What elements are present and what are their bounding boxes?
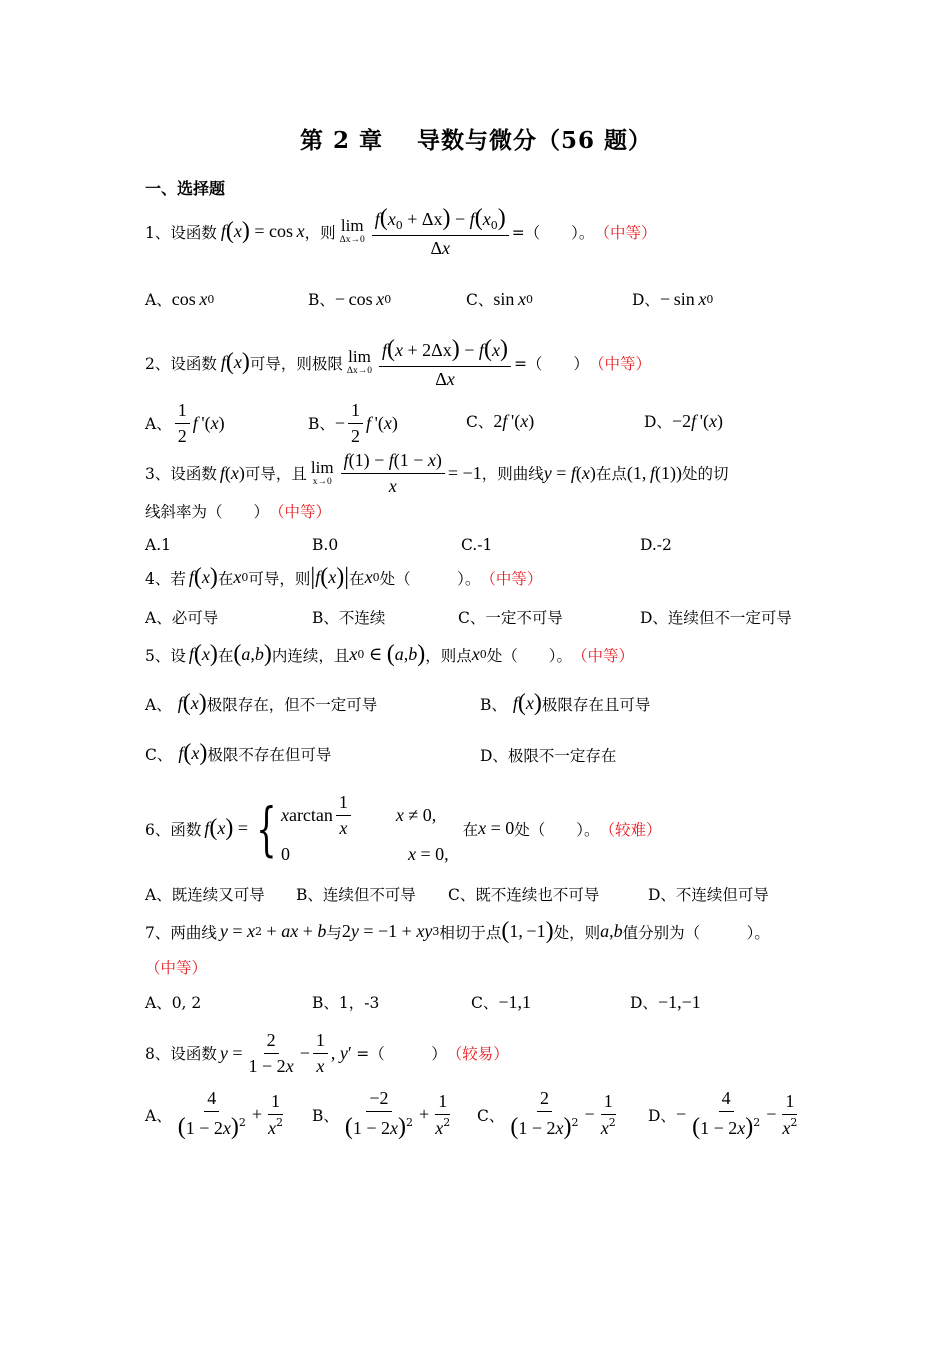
q6-option-d: D、不连续但可导 [648, 886, 769, 904]
q5-option-d: D、极限不一定存在 [480, 747, 617, 765]
q6-option-b: B、连续但不可导 [296, 886, 416, 904]
chapter-topic: 导数与微分（56 题） [417, 127, 653, 154]
q7-option-c: C、 −1,1 [471, 991, 532, 1012]
q2-option-a: A、 $\frac{1}{2}$ f '( x ) [145, 400, 225, 446]
page-title [0, 122, 952, 155]
section-heading: 一、选择题 [145, 179, 226, 198]
q2-option-d: D、 −2 f '( x ) [644, 410, 723, 431]
q4-option-b: B、不连续 [312, 609, 386, 627]
q4-option-a: A、必可导 [145, 609, 219, 627]
question-1: 1、设函数 f ( x ) = cos x ，则 lim Δx→0 $\frac{f(x_0 + \Delta x) - f(x_0)}{\Delta x}$ =（ ）。 （中等） [145, 205, 657, 258]
q1-option-b: B、 − cos x 0 [308, 288, 392, 309]
q6-option-c: C、既不连续也不可导 [448, 886, 600, 904]
question-8: 8、设函数 y = $\frac{2}{1 - 2x}$ − $\frac{1}{x}$ , y ′ =（ ） （较易） [145, 1030, 509, 1076]
q8-option-a: A、 $\frac{4}{(1 - 2x)^2}$ + $\frac{1}{x^2}$ [145, 1088, 284, 1140]
q1-option-a: A、 cos x 0 [145, 288, 215, 309]
q1-option-c: C、 sin x 0 [466, 288, 533, 309]
question-2: 2、设函数 f ( x ) 可导，则极限 lim Δx→0 $\frac{f(x + 2\Delta x) - f(x)}{\Delta x}$ =（ ） （中等） [145, 336, 651, 389]
q1-option-d: D、 − sin x 0 [632, 288, 714, 309]
q2-fraction: $\frac{f(x + 2\Delta x) - f(x)}{\Delta x}$ [379, 336, 511, 389]
q7-option-d: D、 −1,−1 [630, 991, 701, 1012]
q3-option-a: A.1 [145, 536, 171, 554]
question-7: 7、两曲线 y = x 2 + ax + b 与 2 y = −1 + xy 3 相切于点 ( 1, −1 ) 处，则 a , b 值分别为（ ）。 [145, 918, 770, 944]
q3-option-b: B.0 [312, 536, 339, 554]
question-6: 6、函数 f ( x ) = { x arctan $\frac{1}{x}$ x ≠ 0, 0 x = 0, 在 x = 0 处（ ）。 （较难） [145, 792, 662, 865]
q2-option-c: C、 2 f '( x ) [466, 410, 535, 431]
q8-option-b: B、 $\frac{-2}{(1 - 2x)^2}$ + $\frac{1}{x^2}$ [312, 1088, 451, 1140]
question-7-line-2: （中等） [145, 959, 208, 977]
question-3-line-2: 线斜率为（ ） （中等） [145, 503, 332, 521]
q7-option-b: B、1，-3 [312, 994, 380, 1012]
q1-fraction: $\frac{f(x_0 + \Delta x) - f(x_0)}{\Delta x}$ [372, 205, 509, 258]
q8-option-d: D、 − $\frac{4}{(1 - 2x)^2}$ − $\frac{1}{x^2}$ [648, 1088, 798, 1140]
q2-option-b: B、 − $\frac{1}{2}$ f '( x ) [308, 400, 398, 446]
q3-option-c: C.-1 [461, 536, 493, 554]
q8-option-c: C、 $\frac{2}{(1 - 2x)^2}$ − $\frac{1}{x^2}$ [477, 1088, 616, 1140]
q3-option-d: D.-2 [640, 536, 672, 554]
question-3: 3、设函数 f ( x ) 可导，且 lim x→0 $\frac{f(1) - f(1 - x)}{x}$ = −1 ，则曲线 y = f ( x ) 在点 (1, f (1)) 处的切 [145, 450, 729, 496]
q5-option-b: B、 f ( x ) 极限存在且可导 [480, 690, 651, 716]
q7-option-a: A、0, 2 [145, 994, 202, 1012]
chapter-number: 第 2 章 [299, 127, 383, 154]
question-4: 4、若 f ( x ) 在 x 0 可导，则 | f ( x )| 在 x 0 处（ ）。 （中等） [145, 564, 543, 590]
q4-option-d: D、连续但不一定可导 [640, 609, 792, 627]
q3-fraction: $\frac{f(1) - f(1 - x)}{x}$ [341, 450, 445, 497]
question-5: 5、设 f ( x ) 在 ( a , b ) 内连续，且 x 0 ∈ ( a , b ) ，则点 x 0 处（ ）。 （中等） [145, 641, 635, 667]
piecewise-function: { x arctan $\frac{1}{x}$ x ≠ 0, 0 x = 0, [256, 792, 449, 865]
q6-option-a: A、既连续又可导 [145, 886, 265, 904]
q5-option-a: A、 f ( x ) 极限存在，但不一定可导 [145, 690, 378, 716]
q5-option-c: C、 f ( x ) 极限不存在但可导 [145, 740, 332, 766]
q4-option-c: C、一定不可导 [458, 609, 563, 627]
